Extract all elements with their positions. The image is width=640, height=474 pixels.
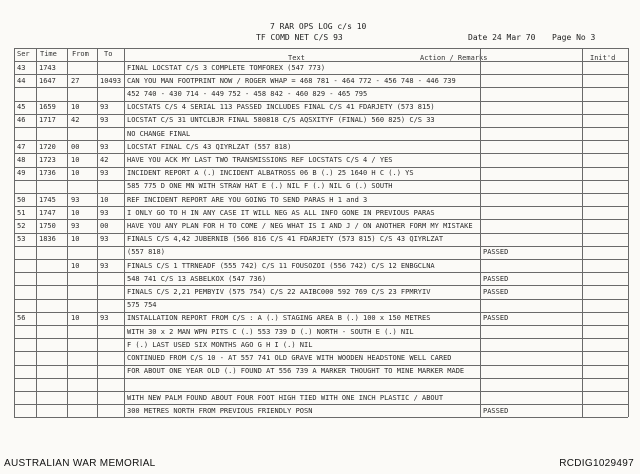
row-time: 1647 <box>39 76 56 85</box>
table-row-rule <box>14 404 628 405</box>
row-text: FOR ABOUT ONE YEAR OLD (.) FOUND AT 556 739 A MARKER THOUGHT TO MINE MARKER MADE <box>127 367 465 376</box>
row-from: 10 <box>71 169 80 178</box>
table-row-rule <box>14 325 628 326</box>
row-time: 1750 <box>39 221 56 230</box>
table-row-rule <box>14 167 628 168</box>
row-text: REF INCIDENT REPORT ARE YOU GOING TO SEND PARAS H 1 and 3 <box>127 195 368 204</box>
col-header-initials: Init'd <box>590 54 616 62</box>
archive-credit: AUSTRALIAN WAR MEMORIAL <box>4 458 156 469</box>
row-text: 452 740 - 430 714 - 449 752 - 458 842 - 460 829 - 465 795 <box>127 89 368 98</box>
row-text: FINAL LOCSTAT C/S 3 COMPLETE TOMFOREX (547 773) <box>127 63 326 72</box>
table-top-rule <box>14 48 628 49</box>
col-header-from: From <box>72 50 89 58</box>
row-from: 27 <box>71 76 80 85</box>
table-column-rule <box>36 48 37 417</box>
page-number: Page No 3 <box>552 33 596 42</box>
row-text: HAVE YOU ANY PLAN FOR H TO COME / NEG WHAT IS I AND J / ON ANOTHER FORM MY MISTAKE <box>127 221 473 230</box>
log-title: 7 RAR OPS LOG c/s 10 <box>270 22 367 31</box>
table-row-rule <box>14 233 628 234</box>
table-column-rule <box>480 48 481 417</box>
row-text: LOCSTAT C/S 31 UNTCLBJR FINAL 580818 C/S AQSXITYF (FINAL) 560 825) C/S 33 <box>127 116 435 125</box>
row-text: FINALS C/S 2,21 PEMBYIV (575 754) C/S 22 AAIBC000 592 769 C/S 23 FPMRYIV <box>127 287 431 296</box>
row-text: LOCSTATS C/S 4 SERIAL 113 PASSED INCLUDES FINAL C/S 41 FDARJETY (573 815) <box>127 103 435 112</box>
row-ser: 53 <box>17 235 26 244</box>
row-text: WITH 30 x 2 MAN WPN PITS C (.) 553 739 D (.) NORTH - SOUTH E (.) NIL <box>127 327 414 336</box>
table-row-rule <box>14 153 628 154</box>
table-row-rule <box>14 74 628 75</box>
row-to: 00 <box>100 221 109 230</box>
table-column-rule <box>628 48 629 417</box>
row-from: 93 <box>71 195 80 204</box>
row-to: 93 <box>100 314 109 323</box>
row-time: 1747 <box>39 208 56 217</box>
row-text: FINALS C/S 1 TTRNEADF (555 742) C/S 11 FOUSOZOI (556 742) C/S 12 ENBGCLNA <box>127 261 435 270</box>
col-header-text: Text <box>288 54 305 62</box>
row-text: NO CHANGE FINAL <box>127 129 191 138</box>
row-action: PASSED <box>483 248 509 257</box>
row-text: F (.) LAST USED SIX MONTHS AGO G H I (.) NIL <box>127 340 313 349</box>
row-to: 93 <box>100 142 109 151</box>
table-row-rule <box>14 417 628 418</box>
row-from: 10 <box>71 314 80 323</box>
row-text: HAVE YOU ACK MY LAST TWO TRANSMISSIONS REF LOCSTATS C/S 4 / YES <box>127 155 393 164</box>
row-to: 93 <box>100 169 109 178</box>
table-row-rule <box>14 101 628 102</box>
row-from: 10 <box>71 261 80 270</box>
row-from: 93 <box>71 221 80 230</box>
row-to: 93 <box>100 261 109 270</box>
table-row-rule <box>14 114 628 115</box>
row-ser: 45 <box>17 103 26 112</box>
table-row-rule <box>14 391 628 392</box>
row-ser: 49 <box>17 169 26 178</box>
col-header-action: Action / Remarks <box>420 54 488 62</box>
row-ser: 56 <box>17 314 26 323</box>
row-time: 1659 <box>39 103 56 112</box>
row-from: 10 <box>71 103 80 112</box>
table-row-rule <box>14 140 628 141</box>
row-text: 575 754 <box>127 301 157 310</box>
row-action: PASSED <box>483 406 509 415</box>
row-time: 1736 <box>39 169 56 178</box>
row-to: 93 <box>100 116 109 125</box>
col-header-time: Time <box>40 50 57 58</box>
row-text: FINALS C/S 4,42 JUBERNIB (566 816 C/S 41 FDARJETY (573 815) C/S 43 QIYRLZAT <box>127 235 444 244</box>
row-text: 300 METRES NORTH FROM PREVIOUS FRIENDLY POSN <box>127 406 313 415</box>
table-row-rule <box>14 219 628 220</box>
row-to: 42 <box>100 155 109 164</box>
row-time: 1717 <box>39 116 56 125</box>
row-ser: 47 <box>17 142 26 151</box>
table-row-rule <box>14 272 628 273</box>
row-to: 10493 <box>100 76 122 85</box>
row-from: 42 <box>71 116 80 125</box>
row-ser: 52 <box>17 221 26 230</box>
log-subtitle: TF COMD NET C/S 93 <box>256 33 343 42</box>
row-text: 548 741 C/S 13 ASBELKOX (547 736) <box>127 274 267 283</box>
row-action: PASSED <box>483 287 509 296</box>
row-from: 10 <box>71 155 80 164</box>
date-field: Date 24 Mar 70 <box>468 33 536 42</box>
table-column-rule <box>124 48 125 417</box>
row-from: 10 <box>71 235 80 244</box>
row-time: 1836 <box>39 235 56 244</box>
table-row-rule <box>14 312 628 313</box>
row-to: 93 <box>100 235 109 244</box>
row-action: PASSED <box>483 274 509 283</box>
table-column-rule <box>97 48 98 417</box>
row-time: 1743 <box>39 63 56 72</box>
row-text: LOCSTAT FINAL C/S 43 QIYRLZAT (557 818) <box>127 142 292 151</box>
table-row-rule <box>14 285 628 286</box>
row-action: PASSED <box>483 314 509 323</box>
row-text: I ONLY GO TO H IN ANY CASE IT WILL NEG AS ALL INFO GONE IN PREVIOUS PARAS <box>127 208 435 217</box>
row-text: WITH NEW PALM FOUND ABOUT FOUR FOOT HIGH TIED WITH ONE INCH PLASTIC / ABOUT <box>127 393 444 402</box>
table-row-rule <box>14 351 628 352</box>
archive-id: RCDIG1029497 <box>559 458 634 469</box>
col-header-ser: Ser <box>17 50 30 58</box>
row-text: CONTINUED FROM C/S 10 - AT 557 741 OLD GRAVE WITH WOODEN HEADSTONE WELL CARED <box>127 353 452 362</box>
table-column-rule <box>582 48 583 417</box>
col-header-to: To <box>104 50 113 58</box>
row-to: 93 <box>100 208 109 217</box>
table-row-rule <box>14 193 628 194</box>
row-time: 1720 <box>39 142 56 151</box>
row-ser: 51 <box>17 208 26 217</box>
row-ser: 43 <box>17 63 26 72</box>
table-row-rule <box>14 365 628 366</box>
row-text: (557 818) <box>127 248 165 257</box>
table-row-rule <box>14 206 628 207</box>
row-time: 1745 <box>39 195 56 204</box>
table-column-rule <box>14 48 15 417</box>
table-row-rule <box>14 127 628 128</box>
table-column-rule <box>67 48 68 417</box>
row-ser: 50 <box>17 195 26 204</box>
row-time: 1723 <box>39 155 56 164</box>
table-row-rule <box>14 87 628 88</box>
row-text: INSTALLATION REPORT FROM C/S : A (.) STAGING AREA B (.) 100 x 150 METRES <box>127 314 431 323</box>
table-row-rule <box>14 378 628 379</box>
table-row-rule <box>14 180 628 181</box>
row-to: 10 <box>100 195 109 204</box>
row-from: 10 <box>71 208 80 217</box>
row-to: 93 <box>100 103 109 112</box>
table-row-rule <box>14 246 628 247</box>
row-text: INCIDENT REPORT A (.) INCIDENT ALBATROSS 06 B (.) 25 1640 H C (.) YS <box>127 169 414 178</box>
row-ser: 44 <box>17 76 26 85</box>
row-ser: 48 <box>17 155 26 164</box>
table-row-rule <box>14 338 628 339</box>
row-text: 585 775 D ONE MN WITH STRAW HAT E (.) NIL F (.) NIL G (.) SOUTH <box>127 182 393 191</box>
table-row-rule <box>14 259 628 260</box>
row-text: CAN YOU MAN FOOTPRINT NOW / ROGER WHAP = 468 781 - 464 772 - 456 748 - 446 739 <box>127 76 456 85</box>
table-row-rule <box>14 299 628 300</box>
table-header-rule <box>14 61 628 62</box>
row-from: 00 <box>71 142 80 151</box>
row-ser: 46 <box>17 116 26 125</box>
